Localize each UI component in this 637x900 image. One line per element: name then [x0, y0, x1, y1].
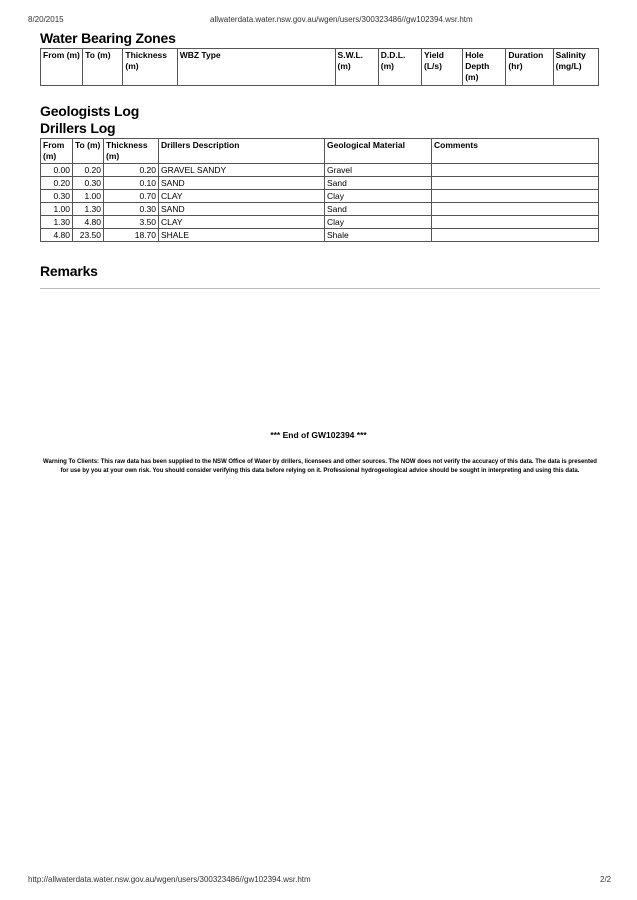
cell-from: 1.30: [41, 216, 73, 229]
cell-material: Clay: [325, 216, 432, 229]
wbz-col-swl: S.W.L. (m): [335, 49, 378, 86]
table-row: [41, 203, 599, 216]
cell-comments: [432, 177, 599, 190]
cell-thickness: 0.70: [104, 190, 159, 203]
cell-description: SAND: [159, 203, 325, 216]
print-header-url: allwaterdata.water.nsw.gov.au/wgen/users/300323486//gw102394.wsr.htm: [210, 15, 473, 24]
cell-description: SHALE: [159, 229, 325, 242]
dl-col-comments: Comments: [432, 139, 599, 164]
page-number: 2/2: [600, 875, 612, 884]
cell-thickness: 0.30: [104, 203, 159, 216]
cell-thickness: 0.10: [104, 177, 159, 190]
wbz-col-from: From (m): [41, 49, 83, 86]
cell-to: 4.80: [73, 216, 104, 229]
cell-description: CLAY: [159, 190, 325, 203]
cell-to: 1.00: [73, 190, 104, 203]
cell-material: Gravel: [325, 164, 432, 177]
table-row: [41, 229, 599, 242]
cell-comments: [432, 203, 599, 216]
cell-thickness: 18.70: [104, 229, 159, 242]
cell-to: 23.50: [73, 229, 104, 242]
remarks-heading: Remarks: [40, 263, 98, 279]
cell-from: 0.00: [41, 164, 73, 177]
cell-from: 1.00: [41, 203, 73, 216]
water-bearing-zones-table: [40, 48, 599, 86]
dl-col-thickness: Thickness (m): [104, 139, 159, 164]
dl-col-geological-material: Geological Material: [325, 139, 432, 164]
dl-col-drillers-description: Drillers Description: [159, 139, 325, 164]
remarks-divider: [40, 288, 600, 289]
cell-thickness: 0.20: [104, 164, 159, 177]
wbz-col-ddl: D.D.L. (m): [378, 49, 421, 86]
cell-thickness: 3.50: [104, 216, 159, 229]
wbz-col-hole-depth: Hole Depth (m): [463, 49, 506, 86]
cell-material: Sand: [325, 177, 432, 190]
wbz-col-duration: Duration (hr): [506, 49, 553, 86]
geologists-log-heading: Geologists Log: [40, 103, 140, 119]
cell-material: Sand: [325, 203, 432, 216]
wbz-col-wbz-type: WBZ Type: [177, 49, 335, 86]
cell-comments: [432, 229, 599, 242]
end-of-report: *** End of GW102394 ***: [270, 430, 367, 440]
table-row: [41, 190, 599, 203]
cell-to: 0.30: [73, 177, 104, 190]
warning-to-clients: Warning To Clients: This raw data has been supplied to the NSW Office of Water by drillers, licensees and other sources. The NOW does not verify the accuracy of this data. The data is presented for use by you at your own risk. You should consider verifying this data before relying on it. Professional hydrogeological advice should be sought in interpreting and using this data.: [43, 459, 597, 474]
cell-description: GRAVEL SANDY: [159, 164, 325, 177]
drillers-log-heading: Drillers Log: [40, 120, 116, 136]
cell-comments: [432, 164, 599, 177]
print-footer-url: http://allwaterdata.water.nsw.gov.au/wgen/users/300323486//gw102394.wsr.htm: [28, 875, 311, 884]
water-bearing-zones-heading: Water Bearing Zones: [40, 30, 176, 46]
wbz-col-to: To (m): [83, 49, 123, 86]
cell-from: 4.80: [41, 229, 73, 242]
wbz-col-thickness: Thickness (m): [123, 49, 177, 86]
cell-material: Shale: [325, 229, 432, 242]
cell-comments: [432, 216, 599, 229]
table-row: [41, 164, 599, 177]
dl-col-from: From (m): [41, 139, 73, 164]
cell-from: 0.30: [41, 190, 73, 203]
cell-comments: [432, 190, 599, 203]
cell-to: 1.30: [73, 203, 104, 216]
cell-from: 0.20: [41, 177, 73, 190]
dl-col-to: To (m): [73, 139, 104, 164]
cell-description: CLAY: [159, 216, 325, 229]
cell-description: SAND: [159, 177, 325, 190]
cell-to: 0.20: [73, 164, 104, 177]
table-row: [41, 216, 599, 229]
wbz-col-salinity: Salinity (mg/L): [553, 49, 598, 86]
cell-material: Clay: [325, 190, 432, 203]
table-row: [41, 177, 599, 190]
wbz-col-yield: Yield (L/s): [421, 49, 462, 86]
drillers-log-table: [40, 138, 599, 242]
print-date: 8/20/2015: [28, 15, 64, 24]
